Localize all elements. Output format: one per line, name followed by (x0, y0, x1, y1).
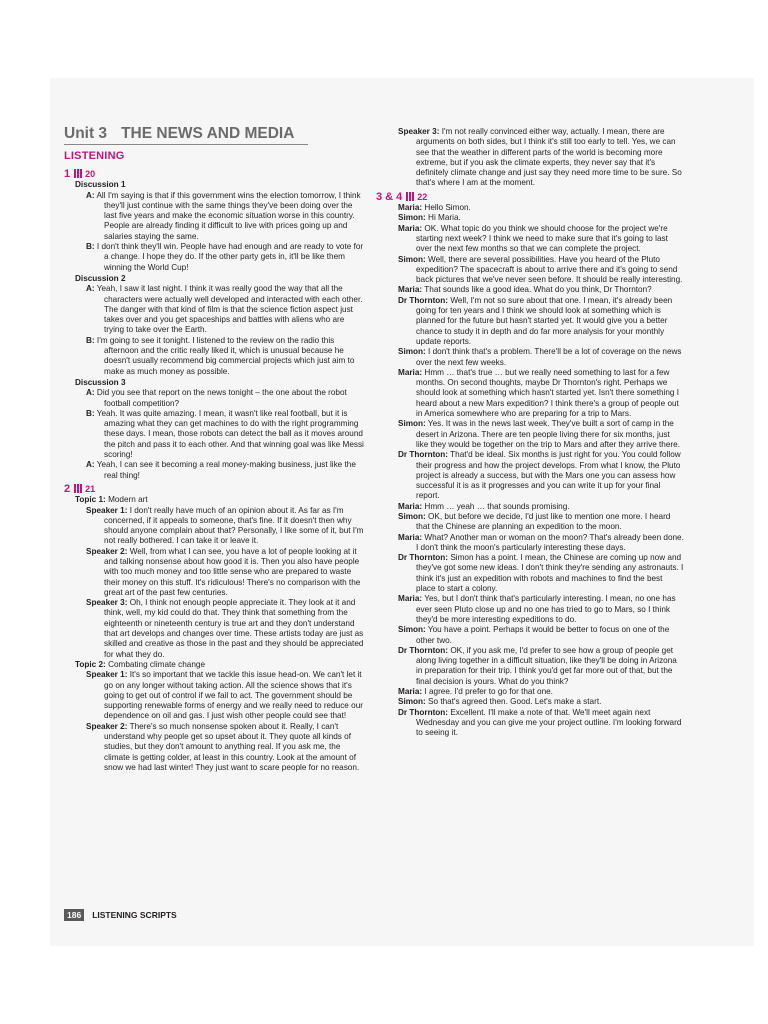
page-number: 186 (64, 909, 84, 921)
script-line (387, 419, 684, 450)
script-line (75, 336, 364, 377)
track-heading (376, 192, 684, 202)
speaker-label: Dr Thornton: (398, 553, 449, 563)
script-line (387, 646, 684, 687)
speech-text: It's so important that we tackle this issue head-on. We can't let it go on any longer without taking action. All the science shows that it's going to get out of control if we fail to act. The government should be supporting renewable forms of energy and we really need to reduce our dependence on oil and gas. I just wish other people could see that! (104, 670, 363, 721)
script-line (387, 687, 684, 697)
right-column (376, 127, 684, 739)
script-line (75, 506, 364, 547)
topic-text: Combating climate change (108, 659, 206, 669)
script-line (387, 127, 684, 189)
speech-text: Did you see that report on the news tonight – the one about the robot football competition? (96, 388, 347, 408)
script-line (387, 697, 684, 707)
script-line (387, 203, 684, 213)
script-line (387, 625, 684, 646)
speaker-label: Simon: (398, 697, 426, 707)
speech-text: Yeah, I saw it last night. I think it was really good the way that all the characters were actually well developed and interacted with each other. The danger with that kind of film is that the science fiction aspect just takes over and you get spaceships and battles with aliens who are trying to take over the Earth. (96, 284, 363, 335)
script-line (387, 213, 684, 223)
topic-line (75, 660, 364, 670)
topic-text: Modern art (108, 495, 148, 505)
audio-track-icon (74, 169, 83, 178)
speaker-label: A: (86, 284, 95, 294)
unit-heading: THE NEWS AND MEDIA (121, 125, 295, 142)
speech-text: OK, but before we decide, I'd just like to mention one more. I heard that the Chinese are planning an expedition to the moon. (416, 511, 671, 532)
script-line (387, 285, 684, 295)
script-line (387, 512, 684, 533)
speaker-label: Speaker 3: (86, 598, 128, 608)
unit-label: Unit 3 (64, 125, 108, 142)
speaker-label: Maria: (398, 203, 423, 213)
left-column (64, 166, 364, 773)
speech-text: I'm going to see it tonight. I listened to the review on the radio this afternoon and the critic really liked it, which is unusual because he doesn't usually recommend big commercial projects which just aim to make as much money as possible. (96, 335, 355, 376)
script-line (387, 368, 684, 419)
speaker-label: Speaker 2: (86, 721, 128, 731)
script-line (387, 224, 684, 255)
script-line (387, 502, 684, 512)
script-line (75, 191, 364, 242)
speaker-label: B: (86, 335, 95, 345)
script-line (387, 255, 684, 286)
script-line (75, 670, 364, 721)
speech-text: All I'm saying is that if this government wins the election tomorrow, I think they'll just continue with the same things they've been doing over the last five years and make the economic situation worse in this country. People are already finding it difficult to live with prices going up and salaries staying the same. (96, 190, 361, 241)
speaker-label: Maria: (398, 367, 423, 377)
topic-label: Topic 1: (75, 495, 106, 505)
script-line (387, 450, 684, 501)
speech-text: I don't really have much of an opinion about it. As far as I'm concerned, if it appeals to someone, that's fine. If it doesn't then why should anyone complain about that? Personally, I like some of it, but I'm not really bothered. I can take it or leave it. (104, 505, 364, 546)
speaker-label: Maria: (398, 501, 423, 511)
speaker-label: Maria: (398, 223, 423, 233)
speech-text: Well, there are several possibilities. Have you heard of the Pluto expedition? The spacecraft is about to arrive there and it's going to send back pictures that we've never seen before. It should be really interesting. (416, 254, 683, 285)
speaker-label: B: (86, 242, 95, 252)
speech-text: You have a point. Perhaps it would be better to focus on one of the other two. (416, 625, 670, 645)
speech-text: I don't think they'll win. People have had enough and are ready to vote for a change. I hope they do. If the other party gets in, it'll be like them winning the World Cup! (96, 242, 364, 272)
speaker-label: Speaker 3: (398, 127, 440, 136)
speaker-label: A: (86, 460, 95, 470)
script-line (387, 533, 684, 554)
speaker-label: Speaker 1: (86, 670, 128, 680)
speech-text: Well, from what I can see, you have a lot of people looking at it and talking nonsense about how good it is. Then you also have people with too much money and too little sense who are prepared to waste their money on this stuff. It's ridiculous! There's no comparison with the great art of the past few centuries. (104, 546, 361, 597)
script-line (387, 296, 684, 347)
speech-text: There's so much nonsense spoken about it. Really, I can't understand why people get so upset about it. They quote all kinds of studies, but they don't amount to anything real. If you ask me, the climate is getting colder, at least in this country. Look at the amount of snow we had last winter! They just want to scare people for no reason. (104, 721, 360, 772)
discussion-heading: Discussion 1 (75, 180, 126, 190)
script-line (387, 553, 684, 594)
track-code: 21 (85, 483, 96, 494)
speaker-label: Speaker 1: (86, 505, 128, 515)
speech-text: That sounds like a good idea. What do you think, Dr Thornton? (424, 285, 652, 295)
script-line (75, 547, 364, 598)
script-line (387, 347, 684, 368)
speech-text: Yeah. It was quite amazing. I mean, it wasn't like real football, but it is amazing what they can get machines to do with the right programming these days. I mean, those robots can detect the ball as it moves around the pitch and pass it to each other. And that winning goal was like Messi scoring! (96, 408, 364, 460)
speech-text: Well, I'm not so sure about that one. I mean, it's already been going for ten years and I think we should look at something which is planned for the future but hasn't started yet. It would give you a better chance to study it in depth and do far more analysis for your monthly update reports. (416, 295, 673, 346)
speaker-label: Maria: (398, 687, 423, 697)
speech-text: OK, if you ask me, I'd prefer to see how a group of people get along living together in a difficult situation, like they'll be doing in Arizona in preparation for their trip. I think you'd get far more out of that, but the final decision is yours. What do you think? (416, 645, 677, 686)
section-heading: LISTENING (64, 150, 125, 162)
speech-text: Hmm … that's true … but we really need something to last for a few months. On second thoughts, maybe Dr Thornton's right. Perhaps we should look at something which hasn't started yet. Isn't there something I heard about a new Mars expedition? I think there's a group of people out in America somewhere who are preparing for a trip to Mars. (416, 367, 679, 419)
speaker-label: Dr Thornton: (398, 295, 449, 305)
script-line (75, 409, 364, 460)
topic-line (75, 495, 364, 505)
track-number: 1 (64, 168, 71, 180)
speech-text: I'm not really convinced either way, actually. I mean, there are arguments on both sides, but I think it's still too early to tell. Yes, we can see that the weather in different parts of the world is becoming more extreme, but if you ask the climate experts, they never say that it's definitely climate change and just say they need more time to be sure. So that's where I am at the moment. (416, 127, 682, 188)
script-line (75, 460, 364, 481)
speaker-label: Speaker 2: (86, 546, 128, 556)
speaker-label: Maria: (398, 532, 423, 542)
speech-text: Hello Simon. (424, 203, 471, 213)
page-footer (64, 909, 177, 921)
speaker-label: Maria: (398, 594, 423, 604)
discussion-heading: Discussion 2 (75, 273, 126, 283)
speech-text: Yeah, I can see it becoming a real money-making business, just like the real thing! (96, 460, 356, 480)
speech-text: That'd be ideal. Six months is just right for you. You could follow their progress and how the project develops. From what I know, the Pluto project is already a success, but with the Mars one you can assess how successful it is as it progresses and you can write it up for your final report. (416, 450, 681, 501)
script-line (387, 594, 684, 625)
unit-title (64, 125, 308, 145)
speech-text: What? Another man or woman on the moon? That's already been done. I don't think the moon's particularly interesting these days. (416, 532, 684, 552)
track-number: 3 & 4 (376, 190, 403, 203)
footer-label: LISTENING SCRIPTS (92, 910, 177, 920)
speaker-label: Simon: (398, 213, 426, 223)
speech-text: Yes, but I don't think that's particularly interesting. I mean, no one has ever seen Pluto close up and no one has tried to go to Mars, so I think they'd be more interesting expeditions to do. (416, 594, 676, 624)
speaker-label: A: (86, 190, 95, 200)
speech-text: Hi Maria. (428, 213, 461, 223)
script-line (75, 722, 364, 773)
track-code: 22 (417, 191, 428, 202)
speech-text: Simon has a point. I mean, the Chinese are coming up now and they've got some new ideas. I don't think they're sending any astronauts. I think it's just an expedition with robots and machines to find the best place to start a colony. (416, 553, 684, 594)
speech-text: Yes. It was in the news last week. They've built a sort of camp in the desert in Arizona. There are ten people living there for six months, just like they would be together on the trip to Mars and after they arrive there. (416, 419, 680, 449)
speaker-label: Simon: (398, 511, 426, 521)
speaker-label: Maria: (398, 285, 423, 295)
track-heading (64, 484, 364, 494)
speech-text: Hmm … yeah … that sounds promising. (424, 501, 570, 511)
speaker-label: Simon: (398, 625, 426, 635)
speech-text: I don't think that's a problem. There'll be a lot of coverage on the news over the next few weeks. (416, 347, 682, 367)
script-line (75, 598, 364, 660)
audio-track-icon (74, 484, 83, 493)
discussion-heading: Discussion 3 (75, 377, 126, 387)
speaker-label: B: (86, 408, 95, 418)
speaker-label: Dr Thornton: (398, 450, 449, 460)
audio-track-icon (406, 192, 415, 201)
speech-text: Oh, I think not enough people appreciate it. They look at it and think, well, my kid could do that. They think that something from the eighteenth or nineteenth century is true art and they don't understand that art develops and changes over time. These artists today are just as skilled and creative as those in the past and they should be appreciated for what they do. (104, 598, 364, 659)
speech-text: So that's agreed then. Good. Let's make a start. (428, 697, 602, 707)
script-line (75, 242, 364, 273)
speech-text: I agree. I'd prefer to go for that one. (424, 687, 553, 697)
speech-text: Excellent. I'll make a note of that. We'll meet again next Wednesday and you can give me your project outline. I'm looking forward to seeing it. (416, 707, 682, 738)
speaker-label: Simon: (398, 254, 426, 264)
speaker-label: Dr Thornton: (398, 645, 449, 655)
track-code: 20 (85, 169, 96, 179)
speaker-label: Simon: (398, 419, 426, 429)
speaker-label: Dr Thornton: (398, 707, 449, 717)
speech-text: OK. What topic do you think we should choose for the project we're starting next week? I think we need to make sure that it's going to last over the next few months so that we can complete the project. (416, 223, 668, 254)
track-number: 2 (64, 482, 71, 495)
speaker-label: A: (86, 388, 95, 398)
track-heading (64, 169, 364, 179)
speaker-label: Simon: (398, 347, 426, 357)
script-line (387, 708, 684, 739)
script-line (75, 388, 364, 409)
topic-label: Topic 2: (75, 659, 106, 669)
script-line (75, 284, 364, 335)
